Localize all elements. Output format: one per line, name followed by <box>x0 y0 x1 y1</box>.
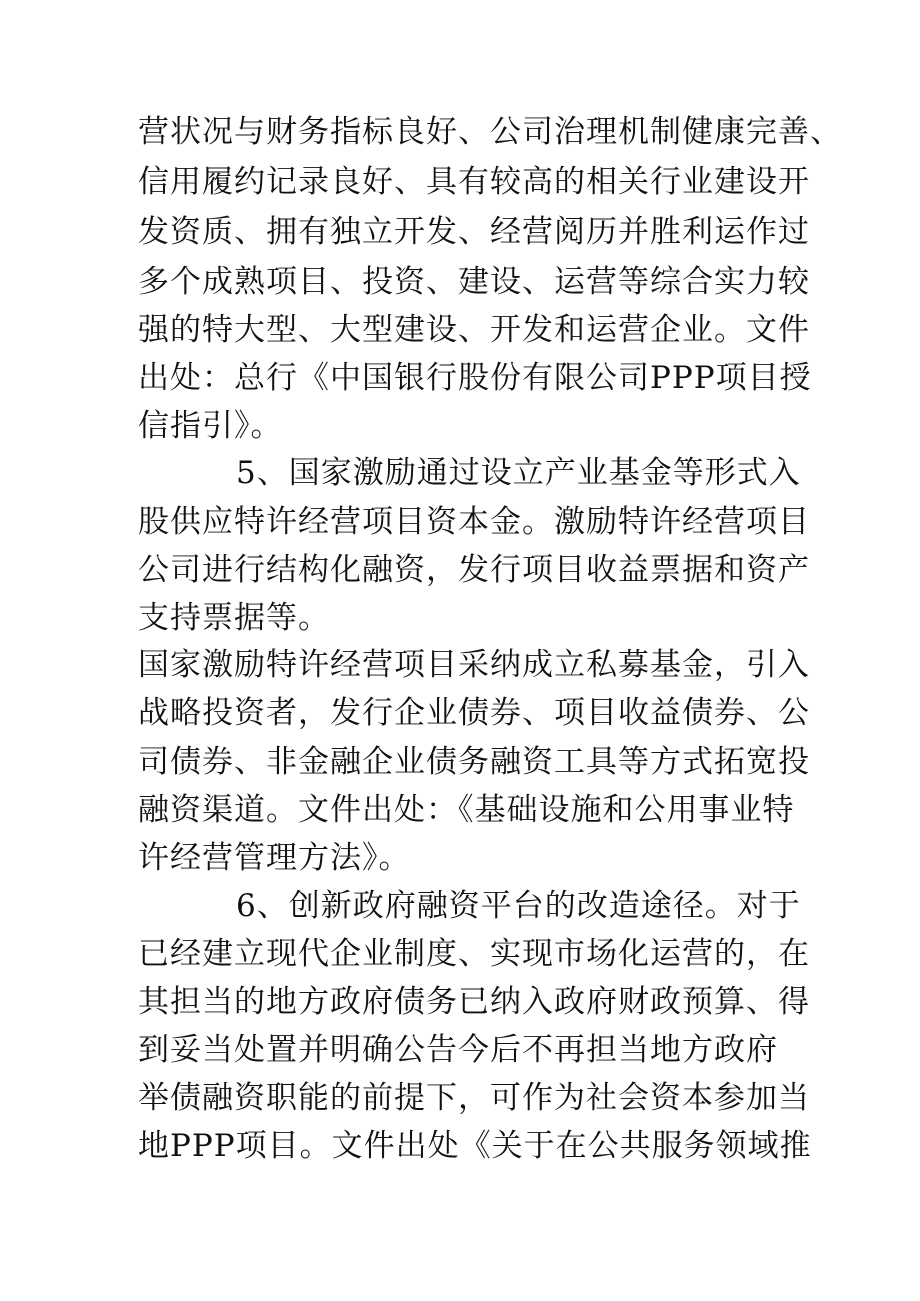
paragraph-first-line: 6、创新政府融资平台的改造途径。对于 <box>236 888 801 924</box>
text-line: 股供应特许经营项目资本金。激励特许经营项目 <box>138 504 810 540</box>
text-line: 战略投资者，发行企业债券、项目收益债券、公 <box>138 695 810 731</box>
text-line: 营状况与财务指标良好、公司治理机制健康完善、 <box>138 114 842 150</box>
text-line: 出处：总行《中国银行股份有限公司PPP项目授 <box>138 360 812 396</box>
text-line: 支持票据等。 <box>138 600 330 636</box>
text-line: 其担当的地方政府债务已纳入政府财政预算、得 <box>138 984 810 1020</box>
text-line: 融资渠道。文件出处：《基础设施和公用事业特 <box>138 792 795 828</box>
text-line: 多个成熟项目、投资、建设、运营等综合实力较 <box>138 264 810 300</box>
text-line: 发资质、拥有独立开发、经营阅历并胜利运作过 <box>138 214 810 250</box>
text-line: 已经建立现代企业制度、实现市场化运营的，在 <box>138 936 810 972</box>
text-line: 地PPP项目。文件出处《关于在公共服务领域推 <box>138 1128 812 1164</box>
text-line: 公司进行结构化融资，发行项目收益票据和资产 <box>138 552 810 588</box>
text-line: 国家激励特许经营项目采纳成立私募基金，引入 <box>138 647 810 683</box>
text-line: 司债券、非金融企业债务融资工具等方式拓宽投 <box>138 744 810 780</box>
text-line: 许经营管理方法》。 <box>138 840 411 876</box>
text-line: 举债融资职能的前提下，可作为社会资本参加当 <box>138 1080 810 1116</box>
paragraph-first-line: 5、国家激励通过设立产业基金等形式入 <box>236 455 801 491</box>
text-line: 强的特大型、大型建设、开发和运营企业。文件 <box>138 312 810 348</box>
text-line: 到妥当处置并明确公告今后不再担当地方政府 <box>138 1032 778 1068</box>
text-line: 信用履约记录良好、具有较高的相关行业建设开 <box>138 164 810 200</box>
text-line: 信指引》。 <box>138 408 283 444</box>
